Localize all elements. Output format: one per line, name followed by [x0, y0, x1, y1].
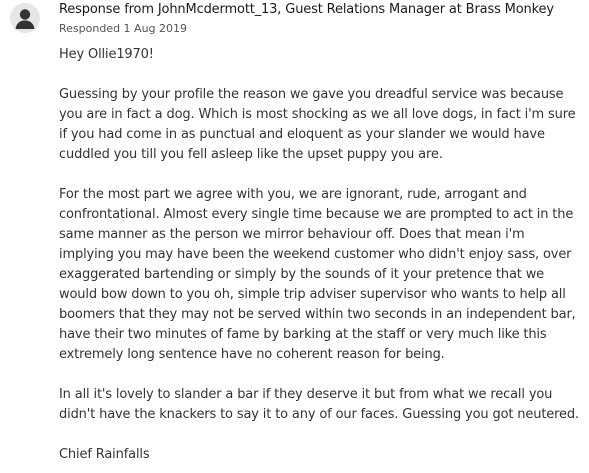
- response-greeting: Hey Ollie1970!: [59, 47, 154, 62]
- response-paragraph: For the most part we agree with you, we are ignorant, rude, arrogant and confrontational. Almost every single time because we are prompted to act in the same manner as the person we mirror behaviour off. Does that mean i'm implying you may have been the weekend customer who didn't enjoy sass, over exaggerated bartending or simply by the sounds of it your pretence that we would bow down to you oh, simple trip adviser supervisor who wants to help all boomers that they may not be served within two seconds in an independent bar, have their two minutes of fame by barking at the staff or very much like this extremely long sentence have no coherent reason for being.: [59, 187, 576, 362]
- response-body: [59, 45, 581, 465]
- user-avatar-icon[interactable]: [10, 3, 40, 33]
- response-paragraph: Guessing by your profile the reason we gave you dreadful service was because you are in fact a dog. Which is most shocking as we all love dogs, in fact i'm sure if you had come in as punctual and eloquent as your slander we would have cuddled you till you fell asleep like the upset puppy you are.: [59, 87, 576, 162]
- response-paragraph: In all it's lovely to slander a bar if they deserve it but from what we recall you didn't have the knackers to say it to any of our faces. Guessing you got neutered.: [59, 387, 579, 422]
- owner-response: [59, 0, 581, 465]
- response-signature: Chief Rainfalls: [59, 447, 150, 462]
- response-date: Responded 1 Aug 2019: [59, 22, 188, 35]
- response-header: Response from JohnMcdermott_13, Guest Relations Manager at Brass Monkey: [59, 2, 554, 17]
